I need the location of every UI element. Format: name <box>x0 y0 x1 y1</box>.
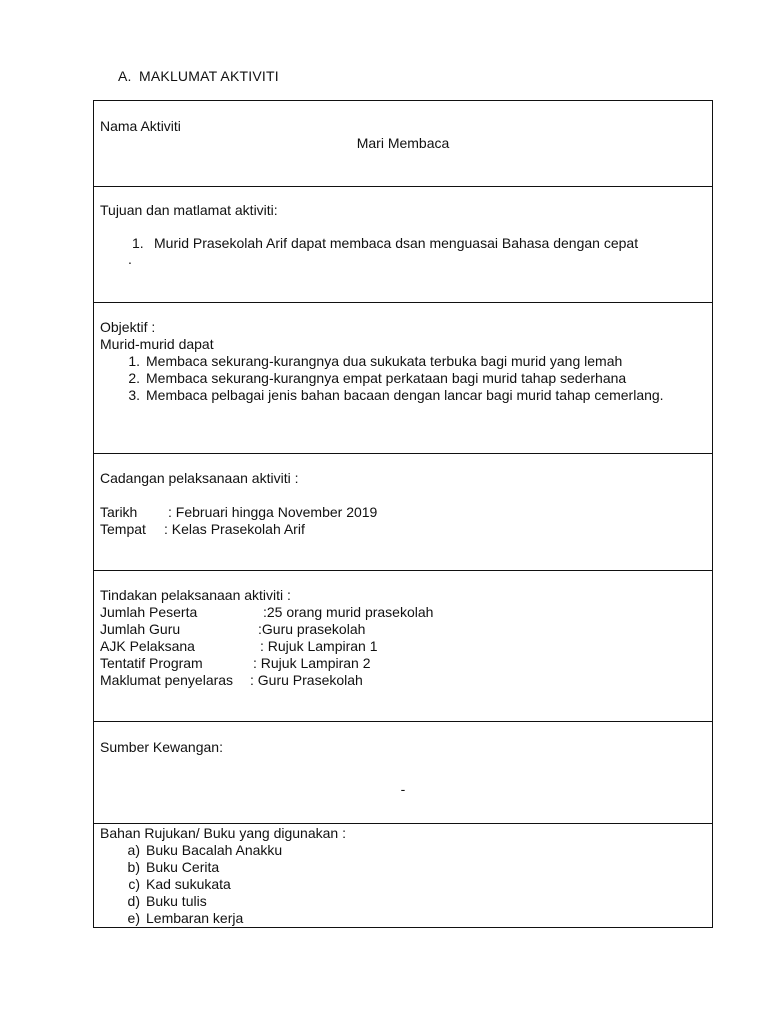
list-item <box>100 842 706 859</box>
sumber-value: - <box>400 781 406 797</box>
section-title: MAKLUMAT AKTIVITI <box>139 68 279 84</box>
row-tindakan <box>94 571 713 722</box>
bahan-item-text: Buku Cerita <box>146 859 220 875</box>
bahan-item-number: e) <box>127 910 140 926</box>
sumber-label: Sumber Kewangan: <box>100 739 223 755</box>
tindakan-value: : Rujuk Lampiran 2 <box>253 655 371 671</box>
bahan-item-number: c) <box>128 876 140 892</box>
row-nama-aktiviti <box>94 101 713 187</box>
objektif-item-text: Membaca sekurang-kurangnya dua sukukata terbuka bagi murid yang lemah <box>146 353 623 369</box>
list-item <box>100 876 706 893</box>
objektif-label: Objektif : <box>100 319 156 335</box>
bahan-item-text: Buku Bacalah Anakku <box>146 842 283 858</box>
cell-tujuan <box>94 187 713 303</box>
cell-sumber <box>94 722 713 824</box>
bahan-item-number: a) <box>127 842 140 858</box>
bahan-item-text: Kad sukukata <box>146 876 231 892</box>
bahan-label: Bahan Rujukan/ Buku yang digunakan : <box>100 825 346 841</box>
tindakan-value: :Guru prasekolah <box>258 621 366 637</box>
row-bahan <box>94 824 713 928</box>
tindakan-key: Maklumat penyelaras <box>100 672 234 688</box>
cell-objektif <box>94 303 713 454</box>
tempat-row <box>100 521 706 538</box>
tindakan-row <box>100 672 706 689</box>
list-item <box>100 353 706 370</box>
tindakan-value: :25 orang murid prasekolah <box>263 604 434 620</box>
nama-aktiviti-value: Mari Membaca <box>356 135 450 151</box>
objektif-intro: Murid-murid dapat <box>100 336 214 352</box>
objektif-item-number: 2. <box>128 370 140 386</box>
objektif-item-text: Membaca sekurang-kurangnya empat perkataan bagi murid tahap sederhana <box>146 370 627 386</box>
bahan-list <box>100 842 706 927</box>
tujuan-trailing-dot: . <box>128 251 132 267</box>
tindakan-label: Tindakan pelaksanaan aktiviti : <box>100 587 291 603</box>
tempat-key: Tempat <box>100 521 146 537</box>
cadangan-label: Cadangan pelaksanaan aktiviti : <box>100 470 299 486</box>
tujuan-item-number: 1. <box>132 235 144 251</box>
tindakan-key: Jumlah Peserta <box>100 604 198 620</box>
bahan-item-number: b) <box>127 859 140 875</box>
tindakan-row <box>100 621 706 638</box>
tujuan-item-text: Murid Prasekolah Arif dapat membaca dsan menguasai Bahasa dengan cepat <box>154 235 639 251</box>
tindakan-key: Jumlah Guru <box>100 621 181 637</box>
nama-aktiviti-label: Nama Aktiviti <box>100 118 181 134</box>
list-item <box>100 893 706 910</box>
section-heading <box>118 68 279 84</box>
tindakan-row <box>100 655 706 672</box>
objektif-item-text: Membaca pelbagai jenis bahan bacaan dengan lancar bagi murid tahap cemerlang. <box>146 387 664 403</box>
cell-tindakan <box>94 571 713 722</box>
row-cadangan <box>94 454 713 571</box>
tarikh-key: Tarikh <box>100 504 138 520</box>
tujuan-item <box>100 235 706 252</box>
tindakan-row <box>100 638 706 655</box>
cell-nama-aktiviti <box>94 101 713 187</box>
row-objektif <box>94 303 713 454</box>
tindakan-value: : Guru Prasekolah <box>250 672 363 688</box>
tindakan-key: Tentatif Program <box>100 655 203 671</box>
cell-cadangan <box>94 454 713 571</box>
tarikh-value: : Februari hingga November 2019 <box>168 504 378 520</box>
tindakan-row <box>100 604 706 621</box>
bahan-item-text: Lembaran kerja <box>146 910 244 926</box>
tujuan-label: Tujuan dan matlamat aktiviti: <box>100 202 278 218</box>
objektif-item-number: 1. <box>128 353 140 369</box>
bahan-item-number: d) <box>127 893 140 909</box>
list-item <box>100 387 706 404</box>
list-item <box>100 859 706 876</box>
row-sumber <box>94 722 713 824</box>
bahan-item-text: Buku tulis <box>146 893 207 909</box>
cell-bahan <box>94 824 713 928</box>
tindakan-key: AJK Pelaksana <box>100 638 195 654</box>
objektif-item-number: 3. <box>128 387 140 403</box>
list-item <box>100 370 706 387</box>
section-number: A. <box>118 68 132 84</box>
tempat-value: : Kelas Prasekolah Arif <box>164 521 305 537</box>
list-item <box>100 910 706 927</box>
row-tujuan <box>94 187 713 303</box>
tarikh-row <box>100 504 706 521</box>
activity-info-table <box>93 100 713 928</box>
tindakan-value: : Rujuk Lampiran 1 <box>260 638 378 654</box>
objektif-list <box>100 353 706 404</box>
